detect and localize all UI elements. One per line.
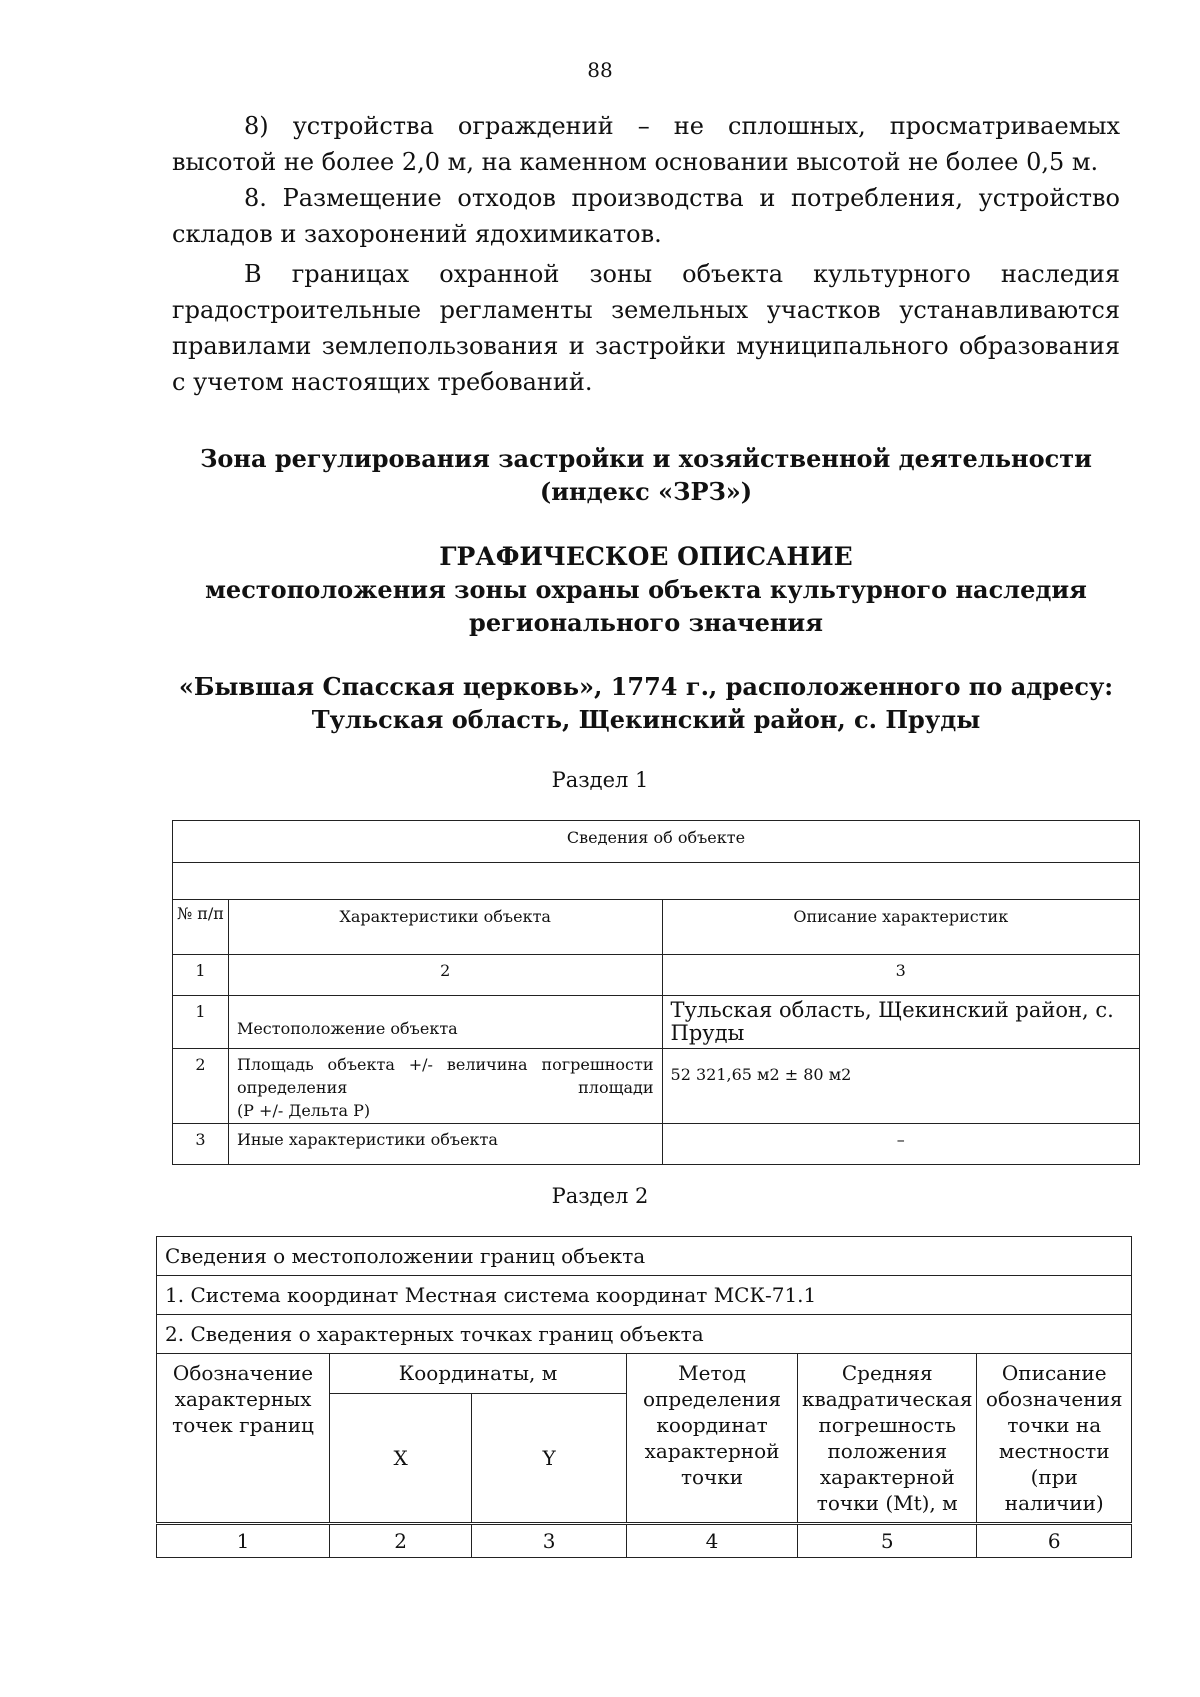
coords-header: Координаты, м	[330, 1354, 627, 1394]
row-char: Иные характеристики объекта	[228, 1124, 662, 1165]
boundaries-table	[156, 1236, 1132, 1558]
table-row	[157, 1354, 1132, 1394]
table-row	[157, 1237, 1132, 1276]
index-cell: 5	[798, 1524, 977, 1558]
graphic-heading-line3: регионального значения	[469, 608, 823, 637]
table-row	[157, 1524, 1132, 1558]
index-cell: 2	[330, 1524, 472, 1558]
points-info: 2. Сведения о характерных точках границ объекта	[157, 1315, 1132, 1354]
index-cell: 2	[228, 955, 662, 996]
section1-label: Раздел 1	[551, 768, 649, 792]
object-heading-line2: Тульская область, Щекинский район, с. Пруды	[311, 705, 981, 734]
body-text	[172, 108, 1120, 400]
x-header: X	[330, 1393, 472, 1523]
y-header: Y	[472, 1393, 627, 1523]
table-row	[173, 863, 1140, 900]
row-char-line3: (Р +/- Дельта Р)	[236, 1101, 371, 1120]
row-char-line1: Площадь объекта +/- величина погрешности	[236, 1055, 654, 1074]
object-info-table	[172, 820, 1140, 1165]
row-number: 2	[173, 1049, 229, 1124]
table-row	[173, 1124, 1140, 1165]
section2-label: Раздел 2	[551, 1184, 649, 1208]
table-row	[173, 996, 1140, 1049]
row-desc: –	[662, 1124, 1139, 1165]
coordinate-system: 1. Система координат Местная система координат МСК-71.1	[157, 1276, 1132, 1315]
zone-heading-line1: Зона регулирования застройки и хозяйственной деятельности	[200, 444, 1092, 473]
table-row	[173, 821, 1140, 863]
row-number: 1	[173, 996, 229, 1049]
index-cell: 1	[173, 955, 229, 996]
description-header: Описание обозначения точки на местности (при наличии)	[977, 1354, 1132, 1524]
table-row	[173, 1049, 1140, 1124]
object-info-title: Сведения об объекте	[173, 821, 1140, 863]
index-cell: 3	[662, 955, 1139, 996]
table-row	[157, 1315, 1132, 1354]
paragraph-waste: 8. Размещение отходов производства и потребления, устройство складов и захоронений ядохимикатов.	[172, 184, 1120, 248]
row-char-line2-left: определения	[236, 1078, 348, 1097]
object-heading-line1: «Бывшая Спасская церковь», 1774 г., расположенного по адресу:	[178, 672, 1114, 701]
graphic-description-title: ГРАФИЧЕСКОЕ ОПИСАНИЕ	[439, 542, 853, 571]
row-number: 3	[173, 1124, 229, 1165]
zone-heading-line2: (индекс «ЗРЗ»)	[539, 477, 753, 506]
table-row	[173, 900, 1140, 955]
row-char-line2-right: площади	[578, 1078, 654, 1097]
row-char	[228, 1049, 662, 1124]
boundaries-title: Сведения о местоположении границ объекта	[157, 1237, 1132, 1276]
error-header: Средняя квадратическая погрешность положения характерной точки (Mt), м	[798, 1354, 977, 1524]
index-cell: 6	[977, 1524, 1132, 1558]
index-cell: 1	[157, 1524, 330, 1558]
paragraph-regulations: В границах охранной зоны объекта культурного наследия градостроительные регламенты земельных участков устанавливаются правилами землепользования и застройки муниципального образования с учетом настоящих требований.	[172, 260, 1120, 396]
graphic-heading-line2: местоположения зоны охраны объекта культурного наследия	[205, 575, 1087, 604]
row-char-line2	[237, 1076, 654, 1099]
row-char: Местоположение объекта	[228, 996, 662, 1049]
col-desc-header: Описание характеристик	[662, 900, 1139, 955]
index-cell: 4	[627, 1524, 798, 1558]
col-char-header: Характеристики объекта	[228, 900, 662, 955]
method-header: Метод определения координат характерной точки	[627, 1354, 798, 1524]
table-row	[157, 1276, 1132, 1315]
empty-cell	[173, 863, 1140, 900]
page-number: 88	[587, 58, 613, 82]
index-cell: 3	[472, 1524, 627, 1558]
table-row	[173, 955, 1140, 996]
col-num-header: № п/п	[173, 900, 229, 955]
row-desc: 52 321,65 м2 ± 80 м2	[662, 1049, 1139, 1124]
points-header: Обозначение характерных точек границ	[157, 1354, 330, 1524]
row-desc: Тульская область, Щекинский район, с. Пруды	[662, 996, 1139, 1049]
paragraph-fences: 8) устройства ограждений – не сплошных, просматриваемых высотой не более 2,0 м, на каменном основании высотой не более 0,5 м.	[172, 112, 1120, 176]
